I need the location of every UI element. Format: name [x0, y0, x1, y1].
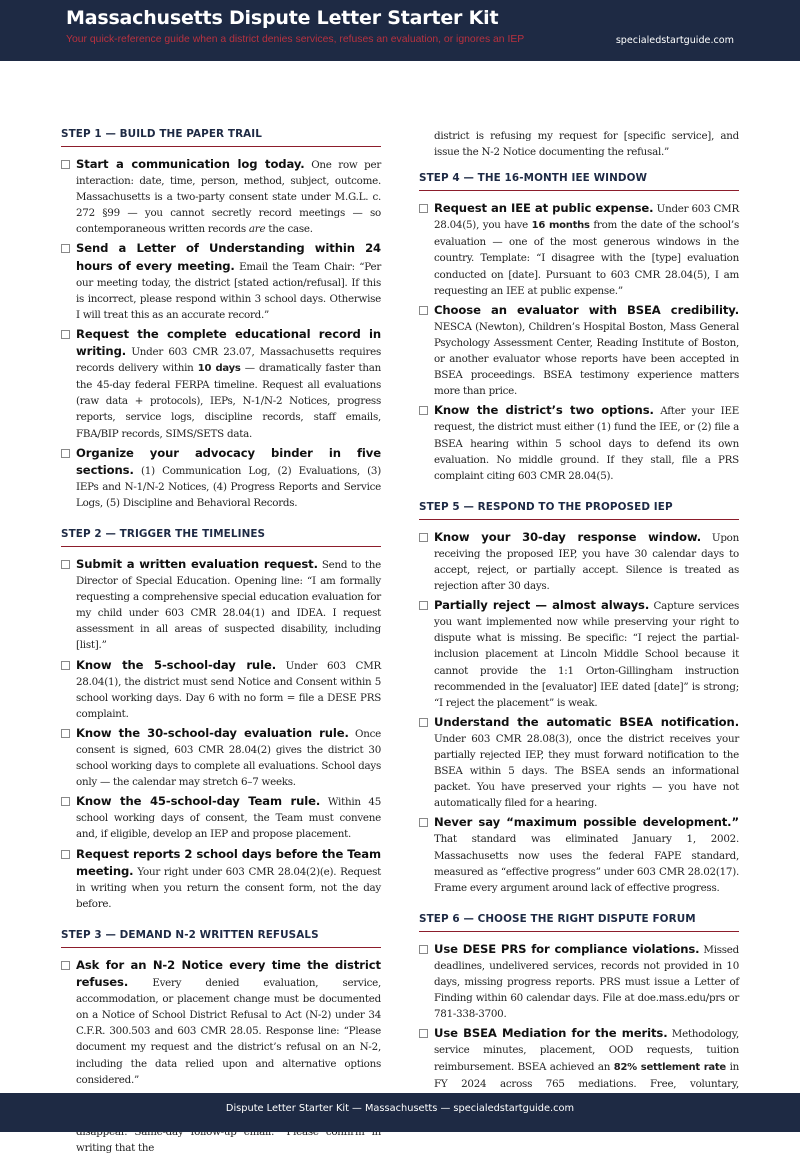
page-subtitle: Your quick-reference guide when a district denies services, refuses an evaluation, or ignores an IEP	[66, 34, 525, 45]
checkbox[interactable]	[61, 449, 70, 458]
checklist-item	[61, 725, 381, 790]
step-2-heading: STEP 2 — TRIGGER THE TIMELINES	[61, 528, 381, 547]
checklist-item	[419, 814, 739, 895]
item-lead: Submit a written evaluation request.	[76, 556, 318, 571]
site-url[interactable]: specialedstartguide.com	[615, 35, 734, 46]
item-text: After your IEE request, the district must either (1) fund the IEE, or (2) file a BSEA hearing within 5 school days to defend its own evaluation. No middle ground. If they stall, file a PRS complaint citing 603 CMR 28.04(5).	[434, 405, 739, 482]
checklist-item	[61, 326, 381, 442]
checklist-item	[61, 846, 381, 912]
checkbox[interactable]	[419, 945, 428, 954]
item-lead: Choose an evaluator with BSEA credibility.	[434, 302, 739, 317]
right-column	[419, 128, 739, 1111]
item-text: Missed deadlines, undelivered services, records not provided in 10 days, missing progress reports. PRS must issue a Letter of Finding within 60 calendar days. File at doe.mass.edu/prs or 781-338-3700.	[434, 943, 739, 1021]
item-text: Capture services you want implemented now while preserving your right to dispute what is missing. Be specific: “I reject the partial-inclusion placement at Lincoln Middle School because it cannot provide the 1:1 Orton-Gillingham instruction recommended in the [evaluator] IEE dated [date]” is strong; “I reject the placement” is weak.	[434, 600, 739, 709]
checkbox[interactable]	[419, 818, 428, 827]
checkbox[interactable]	[419, 601, 428, 610]
checklist-item	[419, 402, 739, 483]
item-lead: Request the complete educational record in writing.	[76, 326, 381, 359]
checkbox[interactable]	[419, 306, 428, 315]
checkbox[interactable]	[419, 533, 428, 542]
checklist-item	[61, 793, 381, 842]
step-6-heading: STEP 6 — CHOOSE THE RIGHT DISPUTE FORUM	[419, 913, 739, 932]
item-lead: Request an IEE at public expense.	[434, 201, 654, 216]
item-text: Send to the Director of Special Education. Opening line: “I am formally requesting a comprehensive special education evaluation for my child under 603 CMR 28.04(1) and IDEA. I request assessment in all areas of suspected disability, including [list].”	[76, 558, 381, 652]
step-5-heading: STEP 5 — RESPOND TO THE PROPOSED IEP	[419, 501, 739, 520]
checklist-item	[419, 597, 739, 711]
item-lead: Send a Letter of Understanding within 24 hours of every meeting.	[76, 241, 381, 273]
item-lead: Organize your advocacy binder in five sections.	[76, 445, 381, 477]
checkbox[interactable]	[61, 244, 70, 253]
item-text: Your right under 603 CMR 28.04(2)(e). Request in writing when you return the consent form, not the day before.	[76, 865, 381, 910]
item-bold: 82% settlement rate	[613, 1061, 726, 1073]
item-lead: Know the 30-school-day evaluation rule.	[76, 725, 349, 740]
item-text: in FY 2024 across 765 mediations. Free, voluntary,	[434, 1060, 740, 1090]
item-text: That standard was eliminated January 1, 2002. Massachusetts now uses the federal FAPE standard, measured as “effective progress” under 603 CMR 28.02(17). Frame every argument around lack of effective progress.	[434, 833, 739, 894]
item-lead: Know your 30-day response window.	[434, 529, 702, 544]
checklist-item	[419, 200, 739, 299]
page-header	[0, 0, 800, 61]
item-emphasis: are	[248, 223, 266, 236]
checkbox[interactable]	[61, 961, 70, 970]
checkbox[interactable]	[419, 204, 428, 213]
checkbox[interactable]	[419, 406, 428, 415]
left-column	[61, 128, 381, 1159]
item-lead: Use DESE PRS for compliance violations.	[434, 941, 700, 956]
item-lead: Start a communication log today.	[76, 157, 305, 171]
item-text: — dramatically faster than the 45-day federal FERPA timeline. Request all evaluations (raw data + protocols), IEPs, N-1/N-2 Notices, progress reports, service logs, discipline records, staff emails, FBA/BIP records, SIMS/SETS data.	[76, 362, 381, 440]
item-text: Under 603 CMR 23.07, Massachusetts requires records delivery within	[76, 346, 381, 375]
item-lead: Ask for an N-2 Notice every time the district refuses.	[76, 957, 381, 990]
checklist-item	[419, 714, 739, 812]
item-text: Under 603 CMR 28.08(3), once the district receives your partially rejected IEP, they must forward notification to the BSEA within 5 days. The BSEA sends an informational packet. You have preserved your rights — you have not automatically filed for a hearing.	[434, 732, 739, 810]
item-bold: 10 days	[197, 363, 241, 375]
item-text: NESCA (Newton), Children’s Hospital Boston, Mass General Psychology Assessment Center, Reading Institute of Boston, or another evaluator whose reports have been accepted in BSEA proceedings. BSEA testimony experience matters more than price.	[434, 320, 739, 398]
checkbox[interactable]	[61, 850, 70, 859]
item-text: (1) Communication Log, (2) Evaluations, (3) IEPs and N-1/N-2 Notices, (4) Progress Reports and Service Logs, (5) Discipline and Behavioral Records.	[76, 464, 381, 509]
continued-text: district is refusing my request for [specific service], and issue the N-2 Notice documenting the refusal.”	[434, 130, 739, 159]
checklist-item	[419, 529, 739, 594]
checklist-item	[419, 941, 739, 1022]
item-bold: 16 months	[531, 220, 590, 232]
checklist-item	[61, 445, 381, 511]
checklist-item	[61, 957, 381, 1088]
item-lead: Know the district’s two options.	[434, 403, 654, 418]
item-lead: Never say “maximum possible development.”	[434, 815, 739, 830]
page-title: Massachusetts Dispute Letter Starter Kit	[66, 7, 499, 29]
item-text: Upon receiving the proposed IEP, you have 30 calendar days to accept, reject, or partially accept. Silence is treated as rejection after 30 days.	[434, 531, 739, 593]
item-text: Every denied evaluation, service, accommodation, or placement change must be documented on a Notice of School District Refusal to Act (N-2) under 34 C.F.R. 300.503 and 603 CMR 28.05. Response line: “Please document my request and the district’s refusal on an N-2, including the data relied upon and alternative options considered.”	[76, 977, 381, 1086]
checklist-item	[61, 156, 381, 237]
step-1-heading: STEP 1 — BUILD THE PAPER TRAIL	[61, 128, 381, 147]
footer-text: Dispute Letter Starter Kit — Massachusetts — specialedstartguide.com	[225, 1103, 575, 1114]
checkbox[interactable]	[61, 729, 70, 738]
step-4-heading: STEP 4 — THE 16-MONTH IEE WINDOW	[419, 172, 739, 191]
item-text: Once consent is signed, 603 CMR 28.04(2) gives the district 30 school working days to complete all evaluations. School days only — the calendar may stretch 6–7 weeks.	[76, 727, 381, 789]
item-text: writing that the	[76, 1141, 155, 1154]
item-lead: Partially reject — almost always.	[434, 598, 650, 613]
item-text: Methodology, service minutes, placement, OOD requests, tuition reimbursement. BSEA achieved an	[434, 1028, 739, 1073]
checkbox[interactable]	[61, 661, 70, 670]
item-text: Under 603 CMR 28.04(1), the district must send Notice and Consent within 5 school working days. Day 6 with no form = file a DESE PRS complaint.	[76, 659, 381, 720]
checklist-item	[61, 556, 381, 654]
item-lead: Know the 5-school-day rule.	[76, 657, 277, 672]
checkbox[interactable]	[61, 160, 70, 169]
item-text: the case.	[265, 223, 313, 236]
item-text: One row per interaction: date, time, person, method, subject, outcome. Massachusetts is a two-party consent state under M.G.L. c. 272 §99 — you cannot secretly record meetings — so contemporaneous written records	[76, 159, 381, 236]
item-text: from the date of the school’s evaluation — one of the most generous windows in the country. Template: “I disagree with the [type] evaluation conducted on [date]. Pursuant to 603 CMR 28.04(5), I am requesting an IEE at public expense.”	[434, 219, 739, 297]
checkbox[interactable]	[419, 1029, 428, 1038]
step-3-heading: STEP 3 — DEMAND N-2 WRITTEN REFUSALS	[61, 929, 381, 948]
checkbox[interactable]	[61, 560, 70, 569]
checkbox[interactable]	[61, 797, 70, 806]
checkbox[interactable]	[61, 330, 70, 339]
item-lead: Request reports 2 school days before the Team meeting.	[76, 846, 381, 878]
checklist-item	[61, 657, 381, 722]
item-lead: Know the 45-school-day Team rule.	[76, 794, 321, 809]
checkbox[interactable]	[419, 718, 428, 727]
item-lead: Use BSEA Mediation for the merits.	[434, 1026, 668, 1041]
checklist-item	[61, 240, 381, 322]
item-text: Under 603 CMR 28.04(5), you have	[434, 203, 739, 232]
item-lead: Understand the automatic BSEA notification.	[434, 714, 739, 729]
checklist-item	[419, 302, 739, 400]
item-text: Within 45 school working days of consent, the Team must convene and, if eligible, develop an IEP and propose placement.	[76, 796, 381, 841]
page-footer	[0, 1093, 800, 1132]
item-text: Email the Team Chair: “Per our meeting today, the district [stated action/refusal]. If this is incorrect, please respond within 3 school days. Otherwise I will treat this as an accurate record.”	[76, 260, 381, 321]
